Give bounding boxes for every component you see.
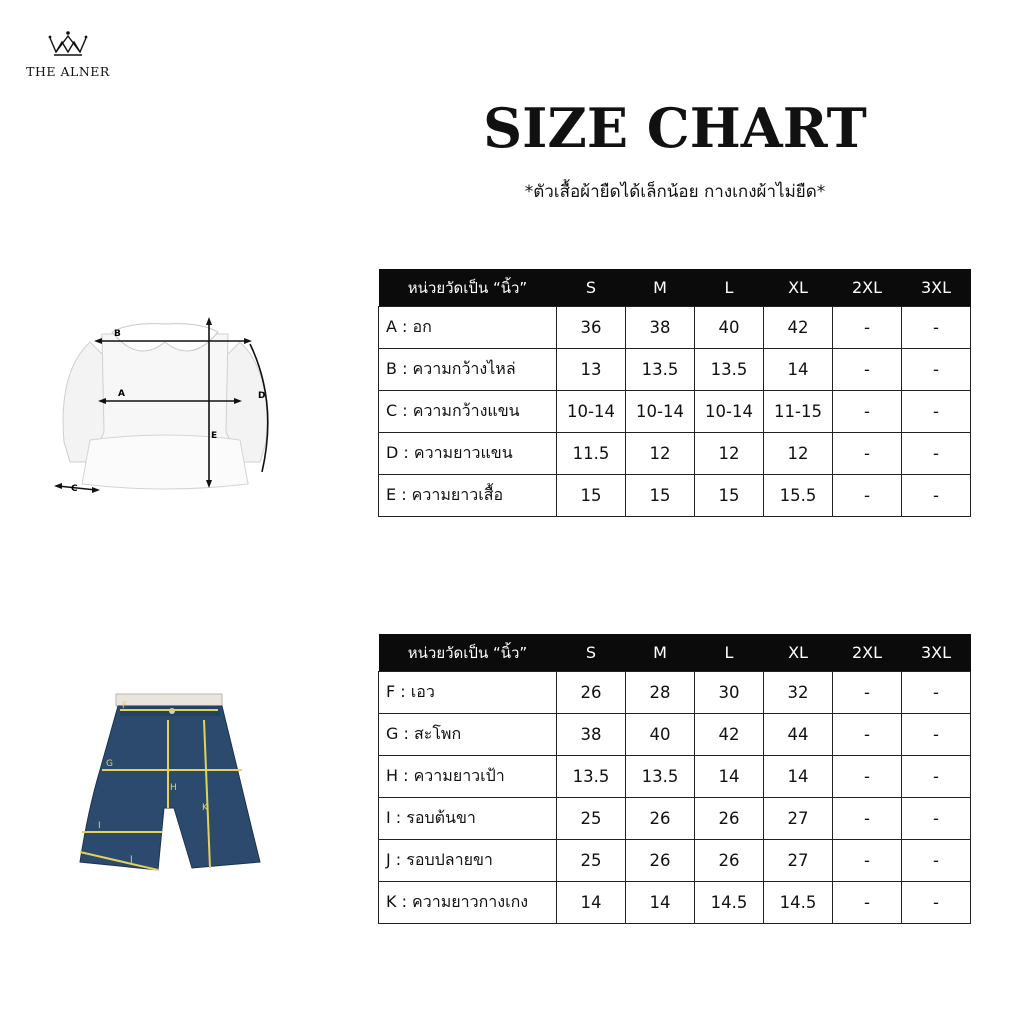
unit-header: หน่วยวัดเป็น “นิ้ว” xyxy=(379,269,557,307)
measurement-label: K : ความยาวกางเกง xyxy=(379,882,557,924)
size-header: 2XL xyxy=(833,269,902,307)
size-value: - xyxy=(833,756,902,798)
size-header: M xyxy=(626,269,695,307)
table-row xyxy=(379,475,971,517)
size-value: - xyxy=(833,391,902,433)
size-value: 28 xyxy=(626,672,695,714)
blouse-ruffle xyxy=(82,435,248,489)
shorts-label-f: F xyxy=(122,701,128,711)
size-value: - xyxy=(833,672,902,714)
table-row xyxy=(379,840,971,882)
blouse-label-a: A xyxy=(118,389,125,399)
size-header: 2XL xyxy=(833,634,902,672)
size-header: L xyxy=(695,634,764,672)
size-value: 11-15 xyxy=(764,391,833,433)
size-value: 30 xyxy=(695,672,764,714)
size-value: 25 xyxy=(557,798,626,840)
size-value: 42 xyxy=(695,714,764,756)
size-value: 10-14 xyxy=(626,391,695,433)
size-value: 14.5 xyxy=(764,882,833,924)
table-row xyxy=(379,882,971,924)
size-value: - xyxy=(902,714,971,756)
table-row xyxy=(379,756,971,798)
size-value: 40 xyxy=(626,714,695,756)
size-value: - xyxy=(833,349,902,391)
table-row xyxy=(379,672,971,714)
size-value: 10-14 xyxy=(557,391,626,433)
size-value: 25 xyxy=(557,840,626,882)
size-value: - xyxy=(833,433,902,475)
size-header: XL xyxy=(764,634,833,672)
size-value: 40 xyxy=(695,307,764,349)
size-value: 26 xyxy=(626,840,695,882)
size-value: 26 xyxy=(695,798,764,840)
size-value: - xyxy=(902,756,971,798)
size-value: 36 xyxy=(557,307,626,349)
size-value: 26 xyxy=(695,840,764,882)
size-value: 42 xyxy=(764,307,833,349)
blouse-label-b: B xyxy=(114,329,121,339)
bottom-size-table xyxy=(378,634,971,924)
size-value: 14 xyxy=(557,882,626,924)
size-value: 14 xyxy=(764,756,833,798)
size-value: 15 xyxy=(626,475,695,517)
size-header: 3XL xyxy=(902,634,971,672)
size-value: 10-14 xyxy=(695,391,764,433)
blouse-image xyxy=(50,312,280,506)
table-row xyxy=(379,714,971,756)
size-value: 14.5 xyxy=(695,882,764,924)
shorts-label-h: H xyxy=(170,783,177,793)
table-row xyxy=(379,433,971,475)
shorts-label-k: K xyxy=(202,803,208,813)
size-value: 13 xyxy=(557,349,626,391)
size-value: 12 xyxy=(626,433,695,475)
size-value: 14 xyxy=(764,349,833,391)
size-value: - xyxy=(833,798,902,840)
unit-header: หน่วยวัดเป็น “นิ้ว” xyxy=(379,634,557,672)
table-header-row xyxy=(379,634,971,672)
table-row xyxy=(379,349,971,391)
size-value: 13.5 xyxy=(626,349,695,391)
measurement-label: C : ความกว้างแขน xyxy=(379,391,557,433)
table-row xyxy=(379,391,971,433)
size-value: - xyxy=(902,672,971,714)
size-value: - xyxy=(833,714,902,756)
blouse-label-e: E xyxy=(211,431,218,441)
size-value: 26 xyxy=(557,672,626,714)
measurement-label: D : ความยาวแขน xyxy=(379,433,557,475)
size-value: - xyxy=(902,475,971,517)
size-value: 38 xyxy=(557,714,626,756)
shorts-label-j: J xyxy=(130,855,133,865)
size-value: 44 xyxy=(764,714,833,756)
size-value: 26 xyxy=(626,798,695,840)
measurement-label: G : สะโพก xyxy=(379,714,557,756)
top-size-table xyxy=(378,269,971,517)
size-value: 12 xyxy=(695,433,764,475)
table-row xyxy=(379,798,971,840)
shorts-label-i: I xyxy=(98,821,101,831)
measurement-label: I : รอบต้นขา xyxy=(379,798,557,840)
size-value: 13.5 xyxy=(695,349,764,391)
table-header-row xyxy=(379,269,971,307)
size-value: 11.5 xyxy=(557,433,626,475)
size-value: - xyxy=(902,798,971,840)
size-value: 14 xyxy=(695,756,764,798)
page-title: SIZE CHART xyxy=(483,96,867,160)
blouse-label-c: C xyxy=(71,484,78,494)
size-value: 15 xyxy=(557,475,626,517)
shorts-label-g: G xyxy=(106,759,113,769)
size-value: - xyxy=(833,882,902,924)
measurement-label: H : ความยาวเป้า xyxy=(379,756,557,798)
size-header: L xyxy=(695,269,764,307)
size-value: - xyxy=(902,882,971,924)
size-value: - xyxy=(902,349,971,391)
measurement-label: F : เอว xyxy=(379,672,557,714)
size-value: - xyxy=(902,391,971,433)
page-subtitle: *ตัวเสื้อผ้ายืดได้เล็กน้อย กางเกงผ้าไม่ยืด* xyxy=(524,182,826,202)
size-value: 12 xyxy=(764,433,833,475)
brand-logo xyxy=(22,28,114,79)
size-value: - xyxy=(902,433,971,475)
size-value: - xyxy=(833,840,902,882)
measurement-label: J : รอบปลายขา xyxy=(379,840,557,882)
size-header: S xyxy=(557,269,626,307)
size-value: 27 xyxy=(764,798,833,840)
size-value: 15 xyxy=(695,475,764,517)
blouse-label-d: D xyxy=(258,391,266,401)
measurement-label: B : ความกว้างไหล่ xyxy=(379,349,557,391)
size-value: 13.5 xyxy=(626,756,695,798)
size-header: M xyxy=(626,634,695,672)
size-value: 32 xyxy=(764,672,833,714)
size-value: - xyxy=(833,307,902,349)
size-header: XL xyxy=(764,269,833,307)
measurement-label: A : อก xyxy=(379,307,557,349)
size-value: - xyxy=(833,475,902,517)
size-header: S xyxy=(557,634,626,672)
size-value: 27 xyxy=(764,840,833,882)
shorts-image xyxy=(72,690,268,894)
size-value: 38 xyxy=(626,307,695,349)
table-row xyxy=(379,307,971,349)
size-value: 14 xyxy=(626,882,695,924)
crown-icon xyxy=(46,28,90,58)
size-value: - xyxy=(902,840,971,882)
size-value: - xyxy=(902,307,971,349)
brand-name: THE ALNER xyxy=(26,64,110,79)
size-value: 13.5 xyxy=(557,756,626,798)
size-value: 15.5 xyxy=(764,475,833,517)
size-header: 3XL xyxy=(902,269,971,307)
shorts-lace xyxy=(116,694,222,706)
measurement-label: E : ความยาวเสื้อ xyxy=(379,475,557,517)
